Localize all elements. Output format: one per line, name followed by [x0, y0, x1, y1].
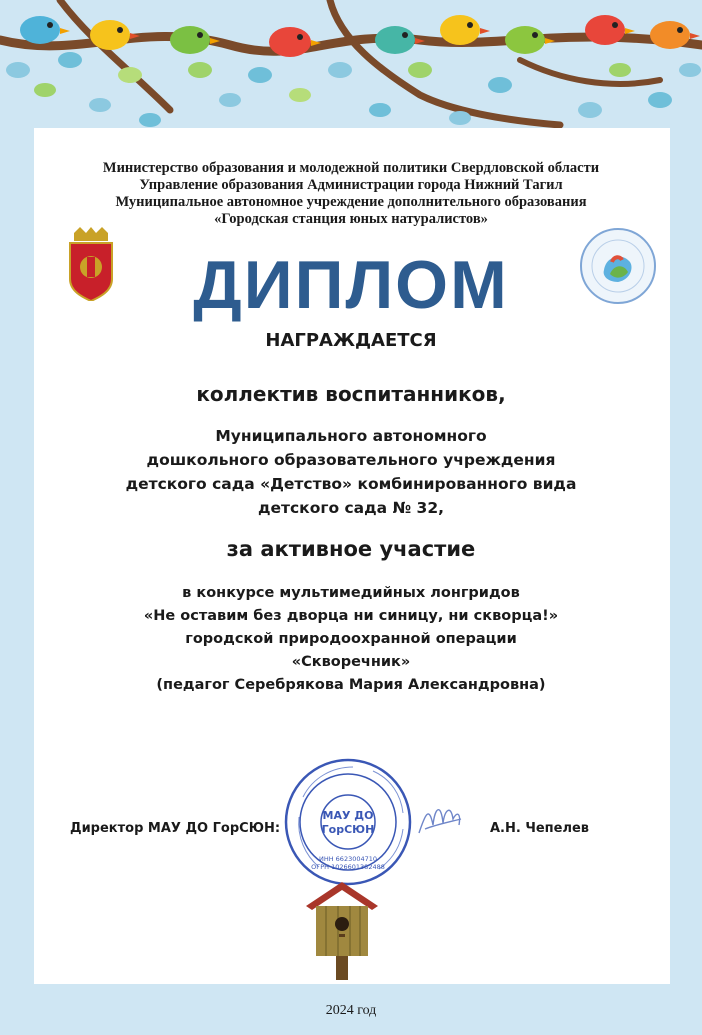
signature-position: Директор МАУ ДО ГорСЮН:: [70, 821, 281, 836]
description-line-5: (педагог Серебрякова Мария Александровна): [156, 677, 546, 693]
award-label: НАГРАЖДАЕТСЯ: [265, 330, 437, 351]
birdhouse-illustration: [304, 880, 380, 980]
institution-line-4: детского сада № 32,: [257, 499, 445, 517]
reason: за активное участие: [226, 537, 476, 561]
header-line-4: «Городская станция юных натуралистов»: [214, 211, 488, 227]
diploma-title: ДИПЛОМ: [193, 247, 509, 323]
stamp-center-line-2: ГорСЮН: [321, 823, 375, 836]
ministry-header: [0, 160, 702, 228]
description-line-2: «Не оставим без дворца ни синицу, ни скворца!»: [143, 608, 559, 624]
issue-year: 2024 год: [325, 1003, 377, 1018]
institution-line-3: детского сада «Детство» комбинированного вида: [125, 475, 577, 493]
institution-block: [0, 424, 702, 520]
institution-line-1: Муниципального автономного: [215, 427, 487, 445]
official-stamp: [283, 757, 413, 887]
recipient: коллектив воспитанников,: [196, 382, 506, 406]
description-block: [0, 582, 702, 697]
handwritten-signature: [415, 795, 465, 840]
header-line-3: Муниципальное автономное учреждение дополнительного образования: [115, 194, 587, 210]
description-line-1: в конкурсе мультимедийных лонгридов: [182, 585, 520, 601]
description-line-3: городской природоохранной операции: [185, 631, 517, 647]
signature-name: А.Н. Чепелев: [490, 821, 590, 836]
stamp-ogrn: ОГРН 1026601382488: [311, 863, 385, 871]
header-line-2: Управление образования Администрации города Нижний Тагил: [139, 177, 563, 193]
stamp-inn: ИНН 6623004710: [318, 855, 378, 863]
institution-line-2: дошкольного образовательного учреждения: [146, 451, 556, 469]
stamp-center-line-1: МАУ ДО: [322, 809, 374, 822]
description-line-4: «Скворечник»: [291, 654, 411, 670]
header-line-1: Министерство образования и молодежной политики Свердловской области: [102, 160, 600, 176]
